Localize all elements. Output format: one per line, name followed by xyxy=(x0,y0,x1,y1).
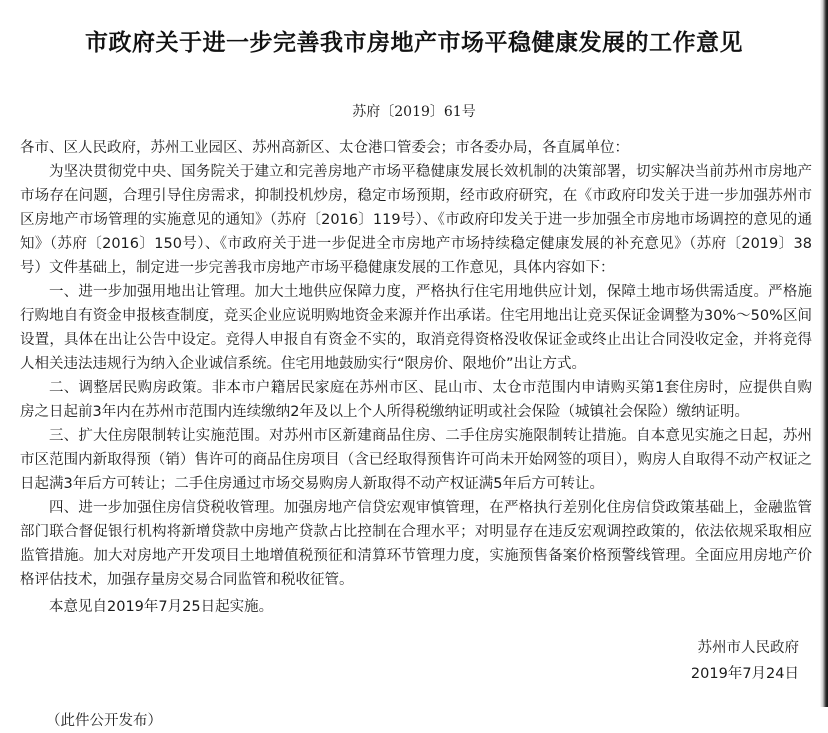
addressee-line: 各市、区人民政府，苏州工业园区、苏州高新区、太仓港口管委会；市各委办局，各直属单位： xyxy=(20,140,629,156)
signature-block xyxy=(20,619,812,687)
section-paragraph-1: 一、进一步加强用地出让管理。加大土地供应保障力度，严格执行住宅用地供应计划，保障土地市场供需适度。严格施行购地自有资金申报核查制度，竞买企业应说明购地资金来源并作出承诺。住宅用地出让竞买保证金调整为30%～50%区间设置，具体在出让公告中设定。竞得人申报自有资金不实的，取消竞得资格没收保证金或终止出让合同没收定金，并将竞得人相关违法违规行为纳入企业诚信系统。住宅用地鼓励实行“限房价、限地价”出让方式。 xyxy=(20,284,812,372)
section-paragraph-4: 四、进一步加强住房信贷税收管理。加强房地产信贷宏观审慎管理，在严格执行差别化住房信贷政策基础上，金融监管部门联合督促银行机构将新增贷款中房地产贷款占比控制在合理水平；对明显存在违反宏观调控政策的，依法依规采取相应监管措施。加大对房地产开发项目土地增值税预征和清算环节管理力度，实施预售备案价格预警线管理。全面应用房地产价格评估技术，加强存量房交易合同监管和税收征管。 xyxy=(20,500,812,588)
document-body xyxy=(0,122,828,733)
section-paragraph-3: 三、扩大住房限制转让实施范围。对苏州市区新建商品住房、二手住房实施限制转让措施。自本意见实施之日起，苏州市区范围内新取得预（销）售许可的商品住房项目（含已经取得预售许可尚未开始网签的项目），购房人自取得不动产权证之日起满3年后方可转让；二手住房通过市场交易购房人新取得不动产权证满5年后方可转让。 xyxy=(20,428,812,492)
public-release-note: （此件公开发布） xyxy=(46,713,162,729)
issue-date: 2019年7月24日 xyxy=(690,666,799,682)
issuing-authority: 苏州市人民政府 xyxy=(697,640,799,656)
section-paragraph-2: 二、调整居民购房政策。非本市户籍居民家庭在苏州市区、昆山市、太仓市范围内申请购买第1套住房时，应提供自购房之日起前3年内在苏州市范围内连续缴纳2年及以上个人所得税缴纳证明或社会保险（城镇社会保险）缴纳证明。 xyxy=(20,380,812,420)
effective-date-statement: 本意见自2019年7月25日起实施。 xyxy=(49,599,274,615)
document-number: 苏府〔2019〕61号 xyxy=(352,104,476,120)
page-title: 市政府关于进一步完善我市房地产市场平稳健康发展的工作意见 xyxy=(85,29,743,56)
preamble-paragraph: 为坚决贯彻党中央、国务院关于建立和完善房地产市场平稳健康发展长效机制的决策部署，切实解决当前苏州市房地产市场存在问题，合理引导住房需求，抑制投机炒房，稳定市场预期，经市政府研究，在《市政府印发关于进一步加强苏州市区房地产市场管理的实施意见的通知》（苏府〔2016〕119号）、《市政府印发关于进一步加强全市房地市场调控的意见的通知》（苏府〔2016〕150号）、《市政府关于进一步促进全市房地产市场持续稳定健康发展的补充意见》（苏府〔2019〕38号）文件基础上，制定进一步完善我市房地产市场平稳健康发展的工作意见，具体内容如下： xyxy=(20,164,812,276)
